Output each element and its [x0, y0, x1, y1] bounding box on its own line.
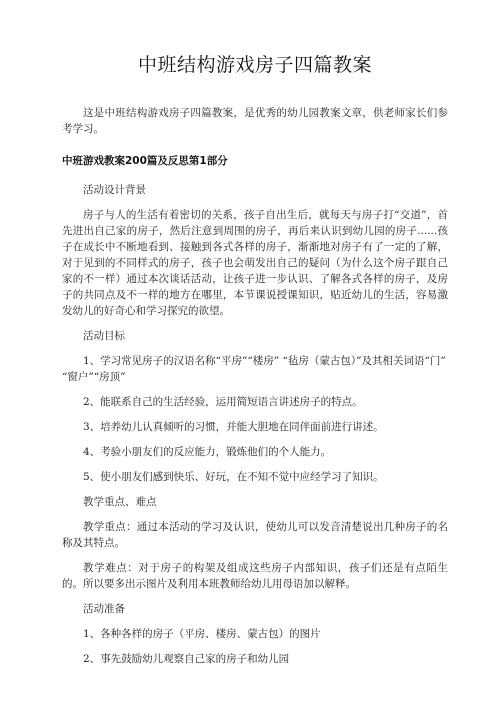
goal-item: 1、学习常见房子的汉语名称“平房”“楼房” “毡房（蒙古包）”及其相关词语“门” “窗户”“房顶”	[62, 355, 446, 383]
preparation-item: 2、事先鼓励幼儿观察自己家的房子和幼儿园	[83, 653, 290, 665]
difficulty-paragraph: 教学难点：对于房子的构架及组成这些房子内部知识，孩子们还是有点陌生的。所以要多出示图片及利用本班教师给幼儿用母语加以解释。	[62, 562, 448, 590]
goals-heading: 活动目标	[83, 330, 125, 342]
preparation-item: 1、各种各样的房子（平房、楼房、蒙古包）的图片	[83, 628, 321, 640]
section-title: 中班游戏教案200篇及反思第1部分	[62, 155, 228, 167]
goal-item: 3、培养幼儿认真倾听的习惯，并能大胆地在同伴面前进行讲述。	[83, 421, 384, 433]
goal-item: 5、使小朋友们感到快乐、好玩，在不知不觉中应经学习了知识。	[83, 471, 384, 483]
goal-item: 4、考验小朋友们的反应能力，锻炼他们的个人能力。	[83, 446, 332, 458]
key-point-paragraph: 教学重点：通过本活动的学习及认识，使幼儿可以发音清楚说出几种房子的名称及其特点。	[62, 521, 448, 549]
document-title: 中班结构游戏房子四篇教案	[137, 54, 372, 76]
background-paragraph: 房子与人的生活有着密切的关系，孩子自出生后，就每天与房子打“交道”，首先进出自己家的房子，然后注意到周围的房子，再后来认识到幼儿园的房子......孩子在成长中不断地看到、接触到各式各样的房子，渐渐地对房子有了一定的了解，对于见到的不同样式的房子，孩子也会萌发出自己的疑问（为什么这个房子跟自己家的不一样）通过本次谈话活动，让孩子进一步认识、了解各式各样的房子，及房子的共同点及不一样的地方在哪里，本节课说授课知识，贴近幼儿的生活，容易激发幼儿的好奇心和学习探究的欲望。	[62, 209, 448, 317]
goal-item: 2、能联系自己的生活经验，运用简短语言讲述房子的特点。	[83, 396, 363, 408]
background-heading: 活动设计背景	[83, 184, 146, 196]
key-points-heading: 教学重点、难点	[83, 496, 157, 508]
intro-paragraph: 这是中班结构游戏房子四篇教案，是优秀的幼儿园教案文章，供老师家长们参考学习。	[62, 107, 448, 135]
preparation-heading: 活动准备	[83, 603, 125, 615]
